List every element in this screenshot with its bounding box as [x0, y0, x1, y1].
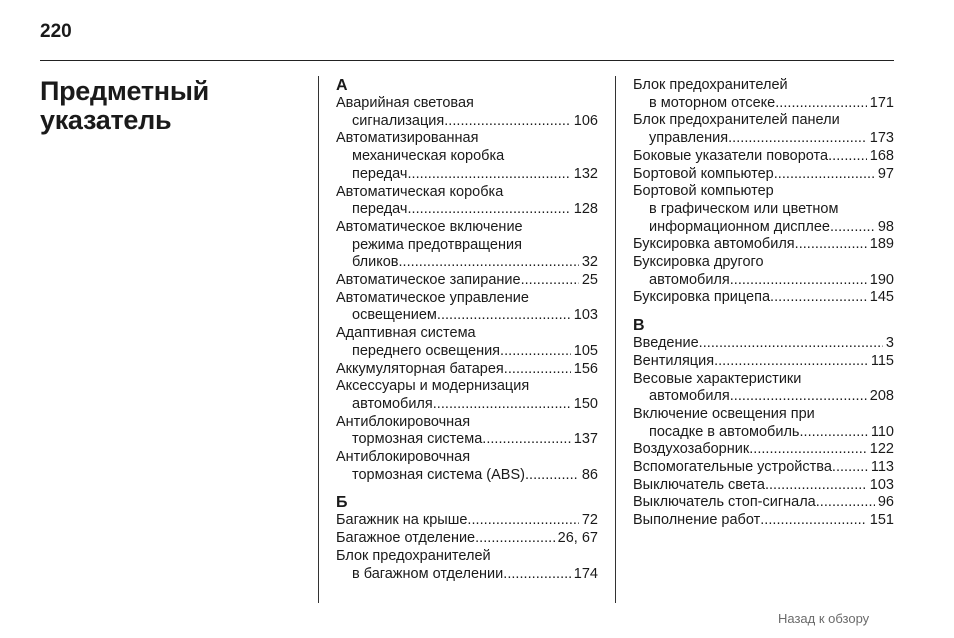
entry-text: освещением	[352, 307, 437, 324]
entry-text: в моторном отсеке	[649, 94, 776, 111]
index-entry[interactable]	[633, 512, 894, 530]
entry-text: Аккумуляторная батарея	[336, 360, 504, 377]
page-reference: 103	[869, 476, 894, 493]
back-to-overview-link[interactable]: Назад к обзору	[778, 611, 870, 626]
page-reference: 72	[581, 512, 598, 529]
page-reference: 132	[573, 165, 598, 182]
index-entry[interactable]	[633, 335, 894, 353]
dot-leader	[749, 441, 867, 459]
index-entry[interactable]	[633, 477, 894, 495]
dot-leader	[399, 254, 579, 272]
entry-text: Выполнение работ	[633, 512, 761, 529]
page-reference: 110	[870, 423, 894, 440]
dot-leader	[475, 530, 555, 548]
dot-leader	[503, 566, 571, 584]
dot-leader	[828, 148, 867, 166]
entry-text: режима предотвращения	[352, 236, 522, 253]
entry-text: Багажник на крыше	[336, 512, 468, 529]
entry-text: Автоматизированная	[336, 130, 479, 147]
dot-leader	[760, 512, 867, 530]
page-reference: 3	[885, 335, 894, 352]
dot-leader	[774, 166, 875, 184]
entry-text: передач	[352, 201, 408, 218]
index-entry[interactable]	[633, 112, 894, 147]
dot-leader	[699, 335, 883, 353]
page-reference: 173	[869, 130, 894, 147]
index-entry[interactable]	[336, 414, 598, 449]
index-entry[interactable]	[336, 530, 598, 548]
dot-leader	[521, 272, 579, 290]
page-reference: 189	[869, 236, 894, 253]
index-entry[interactable]	[633, 166, 894, 184]
entry-text: Буксировка прицепа	[633, 289, 771, 306]
page-reference: 113	[870, 459, 894, 476]
entry-text: Включение освещения при	[633, 405, 815, 422]
index-entry[interactable]	[336, 184, 598, 219]
index-entry[interactable]	[336, 95, 598, 130]
dot-leader	[730, 388, 867, 406]
section-letter: В	[633, 317, 645, 335]
column-divider	[318, 76, 319, 603]
dot-leader	[816, 494, 875, 512]
entry-text: в багажном отделении	[352, 565, 504, 582]
dot-leader	[525, 467, 579, 485]
entry-text: Антиблокировочная	[336, 449, 471, 466]
page-reference: 98	[877, 218, 894, 235]
index-entry[interactable]	[336, 361, 598, 379]
page-reference: 32	[581, 254, 598, 271]
entry-text: Выключатель света	[633, 476, 765, 493]
entry-text: Вентиляция	[633, 352, 715, 369]
dot-leader	[795, 236, 867, 254]
index-entry[interactable]	[336, 219, 598, 272]
page-reference: 25	[581, 272, 598, 289]
index-entry[interactable]	[336, 272, 598, 290]
index-entry[interactable]	[633, 459, 894, 477]
index-section	[633, 317, 894, 530]
page-reference: 171	[869, 94, 894, 111]
entry-text: Багажное отделение	[336, 530, 476, 547]
dot-leader	[765, 477, 867, 495]
index-section	[336, 77, 598, 484]
header-divider	[40, 60, 894, 61]
dot-leader	[444, 113, 571, 131]
entry-text: Антиблокировочная	[336, 413, 471, 430]
page-title-line: Предметный	[40, 76, 209, 106]
page-reference: 156	[573, 360, 598, 377]
page-reference: 105	[573, 342, 598, 359]
page-title	[40, 77, 209, 135]
index-entry[interactable]	[633, 148, 894, 166]
index-entry[interactable]	[336, 130, 598, 183]
index-entry[interactable]	[633, 236, 894, 254]
entry-text: автомобиля	[649, 271, 730, 288]
dot-leader	[832, 459, 868, 477]
index-column-2	[633, 77, 894, 530]
index-entry[interactable]	[336, 548, 598, 583]
dot-leader	[728, 130, 867, 148]
entry-text: автомобиля	[649, 388, 730, 405]
dot-leader	[408, 201, 571, 219]
dot-leader	[730, 272, 867, 290]
entry-text: Вспомогательные устройства	[633, 459, 832, 476]
page-reference: 174	[573, 565, 598, 582]
page-reference: 137	[573, 431, 598, 448]
page-reference: 150	[573, 395, 598, 412]
index-entry[interactable]	[336, 378, 598, 413]
entry-text: Автоматическая коробка	[336, 183, 504, 200]
page-title-line: указатель	[40, 105, 172, 135]
entry-text: Аксессуары и модернизация	[336, 378, 530, 395]
entry-text: Буксировка автомобиля	[633, 236, 795, 253]
dot-leader	[504, 361, 571, 379]
entry-text: Воздухозаборник	[633, 441, 750, 458]
page-reference: 168	[869, 147, 894, 164]
index-entry[interactable]	[633, 183, 894, 236]
entry-text: механическая коробка	[352, 148, 505, 165]
page-reference: 122	[869, 441, 894, 458]
index-entry[interactable]	[633, 441, 894, 459]
entry-text: Блок предохранителей	[633, 77, 788, 93]
column-divider	[615, 76, 616, 603]
page-reference: 151	[869, 512, 894, 529]
entry-text: тормозная система (ABS)	[352, 466, 525, 483]
dot-leader	[500, 343, 571, 361]
section-letter: Б	[336, 494, 348, 512]
entry-text: передач	[352, 165, 408, 182]
section-letter: А	[336, 77, 348, 94]
dot-leader	[830, 219, 875, 237]
entry-text: Бортовой компьютер	[633, 183, 774, 200]
page-reference: 115	[870, 352, 894, 369]
index-section	[633, 77, 894, 307]
page-reference: 145	[869, 289, 894, 306]
entry-text: Блок предохранителей панели	[633, 112, 840, 129]
entry-text: посадке в автомобиль	[649, 423, 800, 440]
dot-leader	[770, 289, 867, 307]
dot-leader	[482, 431, 571, 449]
page-reference: 106	[573, 112, 598, 129]
page-reference: 26, 67	[557, 530, 598, 547]
index-entry[interactable]	[633, 371, 894, 406]
entry-text: Боковые указатели поворота	[633, 147, 829, 164]
index-entry[interactable]	[336, 325, 598, 360]
dot-leader	[437, 307, 571, 325]
index-entry[interactable]	[633, 353, 894, 371]
index-section	[336, 494, 598, 583]
index-entry[interactable]	[633, 406, 894, 441]
index-entry[interactable]	[336, 449, 598, 484]
page-reference: 96	[877, 494, 894, 511]
entry-text: Аварийная световая	[336, 95, 474, 111]
entry-text: Введение	[633, 335, 699, 352]
index-column-1	[336, 77, 598, 583]
entry-text: автомобиля	[352, 395, 433, 412]
entry-text: Блок предохранителей	[336, 547, 491, 564]
entry-text: Выключатель стоп-сигнала	[633, 494, 816, 511]
page-reference: 190	[869, 271, 894, 288]
index-entry[interactable]	[633, 77, 894, 112]
entry-text: сигнализация	[352, 112, 445, 129]
entry-text: бликов	[352, 254, 399, 271]
dot-leader	[714, 353, 868, 371]
dot-leader	[467, 512, 578, 530]
index-entry[interactable]	[633, 289, 894, 307]
page-reference: 208	[869, 388, 894, 405]
entry-text: информационном дисплее	[649, 218, 830, 235]
dot-leader	[775, 95, 867, 113]
entry-text: Бортовой компьютер	[633, 165, 774, 182]
entry-text: управления	[649, 130, 729, 147]
entry-text: Адаптивная система	[336, 325, 476, 342]
dot-leader	[408, 166, 571, 184]
entry-text: Буксировка другого	[633, 254, 764, 271]
index-entry[interactable]	[336, 290, 598, 325]
entry-text: Автоматическое включение	[336, 218, 523, 235]
entry-text: переднего освещения	[352, 342, 501, 359]
index-entry[interactable]	[633, 254, 894, 289]
page-reference: 97	[877, 165, 894, 182]
entry-text: Автоматическое управление	[336, 289, 529, 306]
page-reference: 86	[581, 466, 598, 483]
dot-leader	[433, 396, 571, 414]
entry-text: в графическом или цветном	[649, 200, 839, 217]
index-entry[interactable]	[336, 512, 598, 530]
entry-text: тормозная система	[352, 431, 483, 448]
entry-text: Автоматическое запирание	[336, 272, 521, 289]
page-reference: 128	[573, 201, 598, 218]
entry-text: Весовые характеристики	[633, 370, 802, 387]
index-entry[interactable]	[633, 494, 894, 512]
page-reference: 103	[573, 307, 598, 324]
page-number: 220	[40, 21, 72, 42]
dot-leader	[799, 424, 867, 442]
